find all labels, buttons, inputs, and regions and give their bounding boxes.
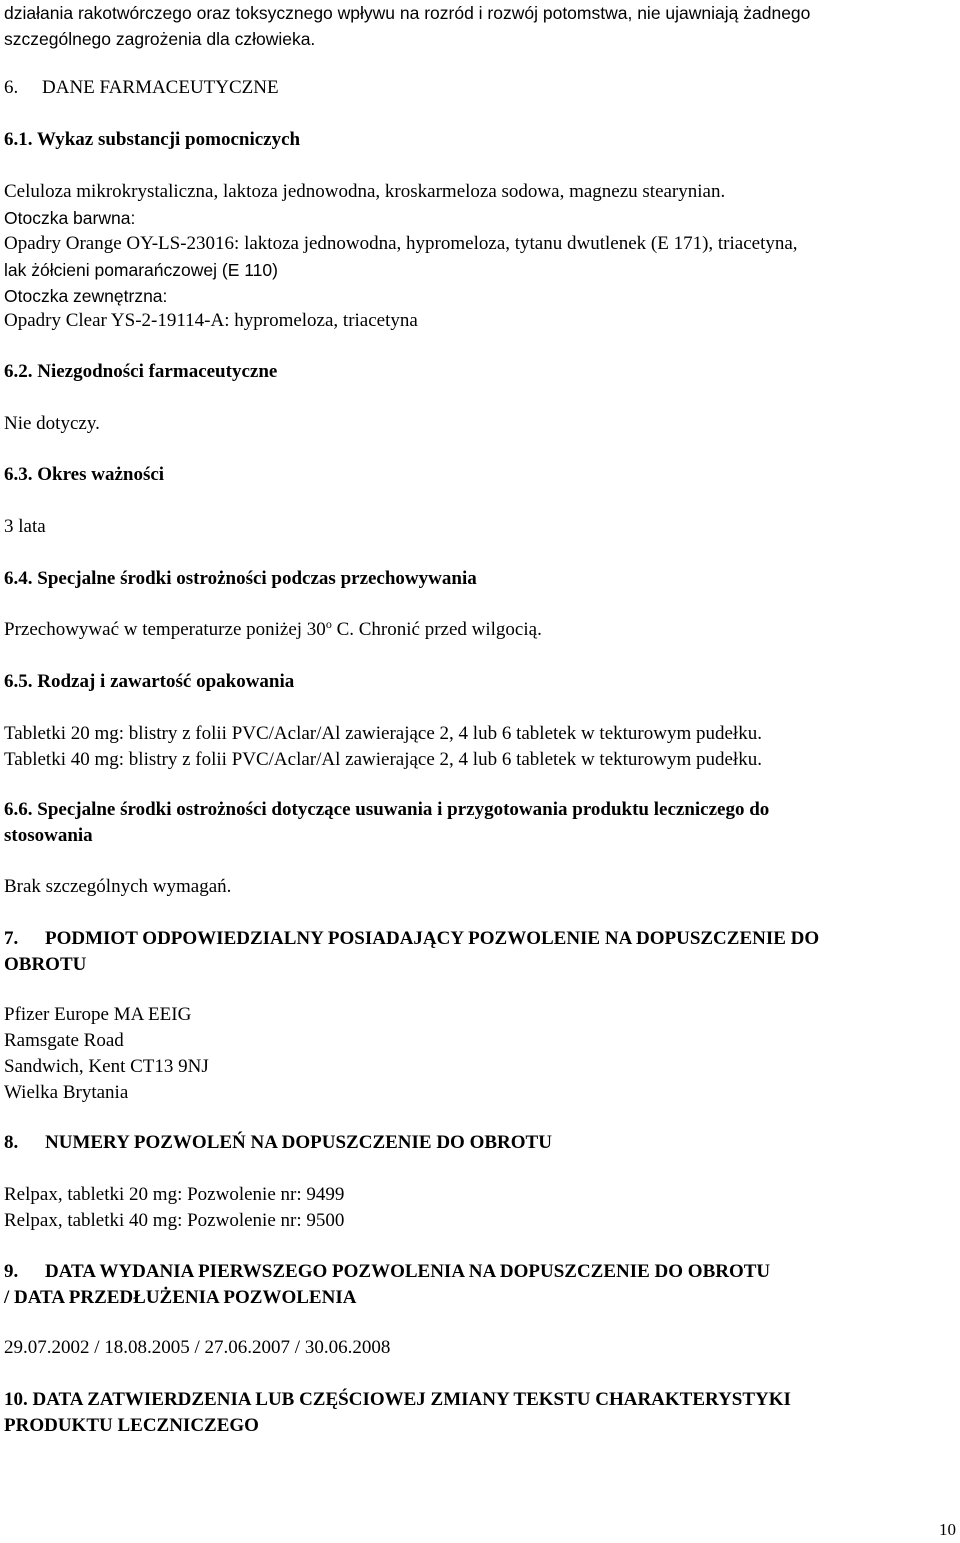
section-title: NUMERY POZWOLEŃ NA DOPUSZCZENIE DO OBROTU xyxy=(45,1132,552,1153)
heading-line: 10. DATA ZATWIERDZENIA LUB CZĘŚCIOWEJ ZMIANY TEKSTU CHARAKTERYSTYKI xyxy=(4,1389,791,1410)
address-line: Wielka Brytania xyxy=(4,1082,129,1103)
section-7-heading xyxy=(4,926,956,978)
section-9-heading xyxy=(4,1259,956,1311)
responsible-entity-address xyxy=(4,1002,956,1106)
section-6-4-text xyxy=(4,617,956,643)
section-6-2-heading: 6.2. Niezgodności farmaceutyczne xyxy=(4,361,278,382)
section-number: 9. xyxy=(4,1261,19,1282)
text-line: Tabletki 20 mg: blistry z folii PVC/Aclar/Al zawierające 2, 4 lub 6 tabletek w tekturowym pudełku. xyxy=(4,723,762,744)
section-6-4-heading: 6.4. Specjalne środki ostrożności podczas przechowywania xyxy=(4,568,477,589)
section-6-2-text: Nie dotyczy. xyxy=(4,413,100,434)
address-line: Ramsgate Road xyxy=(4,1030,124,1051)
heading-line: PRODUKTU LECZNICZEGO xyxy=(4,1415,259,1436)
heading-line: PODMIOT ODPOWIEDZIALNY POSIADAJĄCY POZWOLENIE NA DOPUSZCZENIE DO xyxy=(45,928,820,949)
section-6-6-heading xyxy=(4,797,956,849)
section-number: 6. xyxy=(4,77,19,98)
excipients-core: Celuloza mikrokrystaliczna, laktoza jednowodna, kroskarmeloza sodowa, magnezu stearynian. xyxy=(4,181,726,202)
section-10-heading xyxy=(4,1387,956,1439)
coating-colour-label: Otoczka barwna: xyxy=(4,208,136,228)
text-line: Relpax, tabletki 20 mg: Pozwolenie nr: 9499 xyxy=(4,1184,345,1205)
storage-text: Przechowywać w temperaturze poniżej 30 xyxy=(4,619,326,640)
text-line: Opadry Orange OY-LS-23016: laktoza jednowodna, hypromeloza, tytanu dwutlenek (E 171), triacetyna, xyxy=(4,233,798,254)
coating-outer-text: Opadry Clear YS-2-19114-A: hypromeloza, triacetyna xyxy=(4,310,418,331)
section-6-5-text xyxy=(4,721,956,773)
authorisation-dates: 29.07.2002 / 18.08.2005 / 27.06.2007 / 30.06.2008 xyxy=(4,1337,391,1358)
page-number: 10 xyxy=(939,1520,956,1539)
heading-line: stosowania xyxy=(4,825,93,846)
text-line: Relpax, tabletki 40 mg: Pozwolenie nr: 9500 xyxy=(4,1210,345,1231)
storage-text: C. Chronić przed wilgocią. xyxy=(331,619,542,640)
coating-colour-text xyxy=(4,231,956,283)
section-8-heading xyxy=(4,1130,956,1156)
document-page xyxy=(4,0,956,1538)
heading-line: / DATA PRZEDŁUŻENIA POZWOLENIA xyxy=(4,1287,357,1308)
section-title: DANE FARMACEUTYCZNE xyxy=(42,77,279,98)
section-6-3-text: 3 lata xyxy=(4,516,46,537)
heading-line: OBROTU xyxy=(4,954,87,975)
text-line: szczególnego zagrożenia dla człowieka. xyxy=(4,29,316,49)
authorisation-numbers xyxy=(4,1182,956,1234)
continuation-paragraph xyxy=(4,0,956,52)
coating-outer-label: Otoczka zewnętrzna: xyxy=(4,286,168,306)
text-line: lak żółcieni pomarańczowej (E 110) xyxy=(4,260,278,280)
text-line: Tabletki 40 mg: blistry z folii PVC/Aclar/Al zawierające 2, 4 lub 6 tabletek w tekturowym pudełku. xyxy=(4,749,762,770)
section-6-1-heading: 6.1. Wykaz substancji pomocniczych xyxy=(4,129,301,150)
address-line: Sandwich, Kent CT13 9NJ xyxy=(4,1056,209,1077)
section-6-3-heading: 6.3. Okres ważności xyxy=(4,464,165,485)
heading-line: 6.6. Specjalne środki ostrożności dotyczące usuwania i przygotowania produktu leczniczego do xyxy=(4,799,770,820)
section-number: 8. xyxy=(4,1132,19,1153)
section-6-heading xyxy=(4,75,956,101)
text-line: działania rakotwórczego oraz toksycznego wpływu na rozród i rozwój potomstwa, nie ujawniają żadnego xyxy=(4,3,811,23)
section-6-5-heading: 6.5. Rodzaj i zawartość opakowania xyxy=(4,671,295,692)
address-line: Pfizer Europe MA EEIG xyxy=(4,1004,192,1025)
section-6-6-text: Brak szczególnych wymagań. xyxy=(4,876,232,897)
section-number: 7. xyxy=(4,928,19,949)
heading-line: DATA WYDANIA PIERWSZEGO POZWOLENIA NA DOPUSZCZENIE DO OBROTU xyxy=(45,1261,771,1282)
degree-sign: o xyxy=(325,617,332,631)
